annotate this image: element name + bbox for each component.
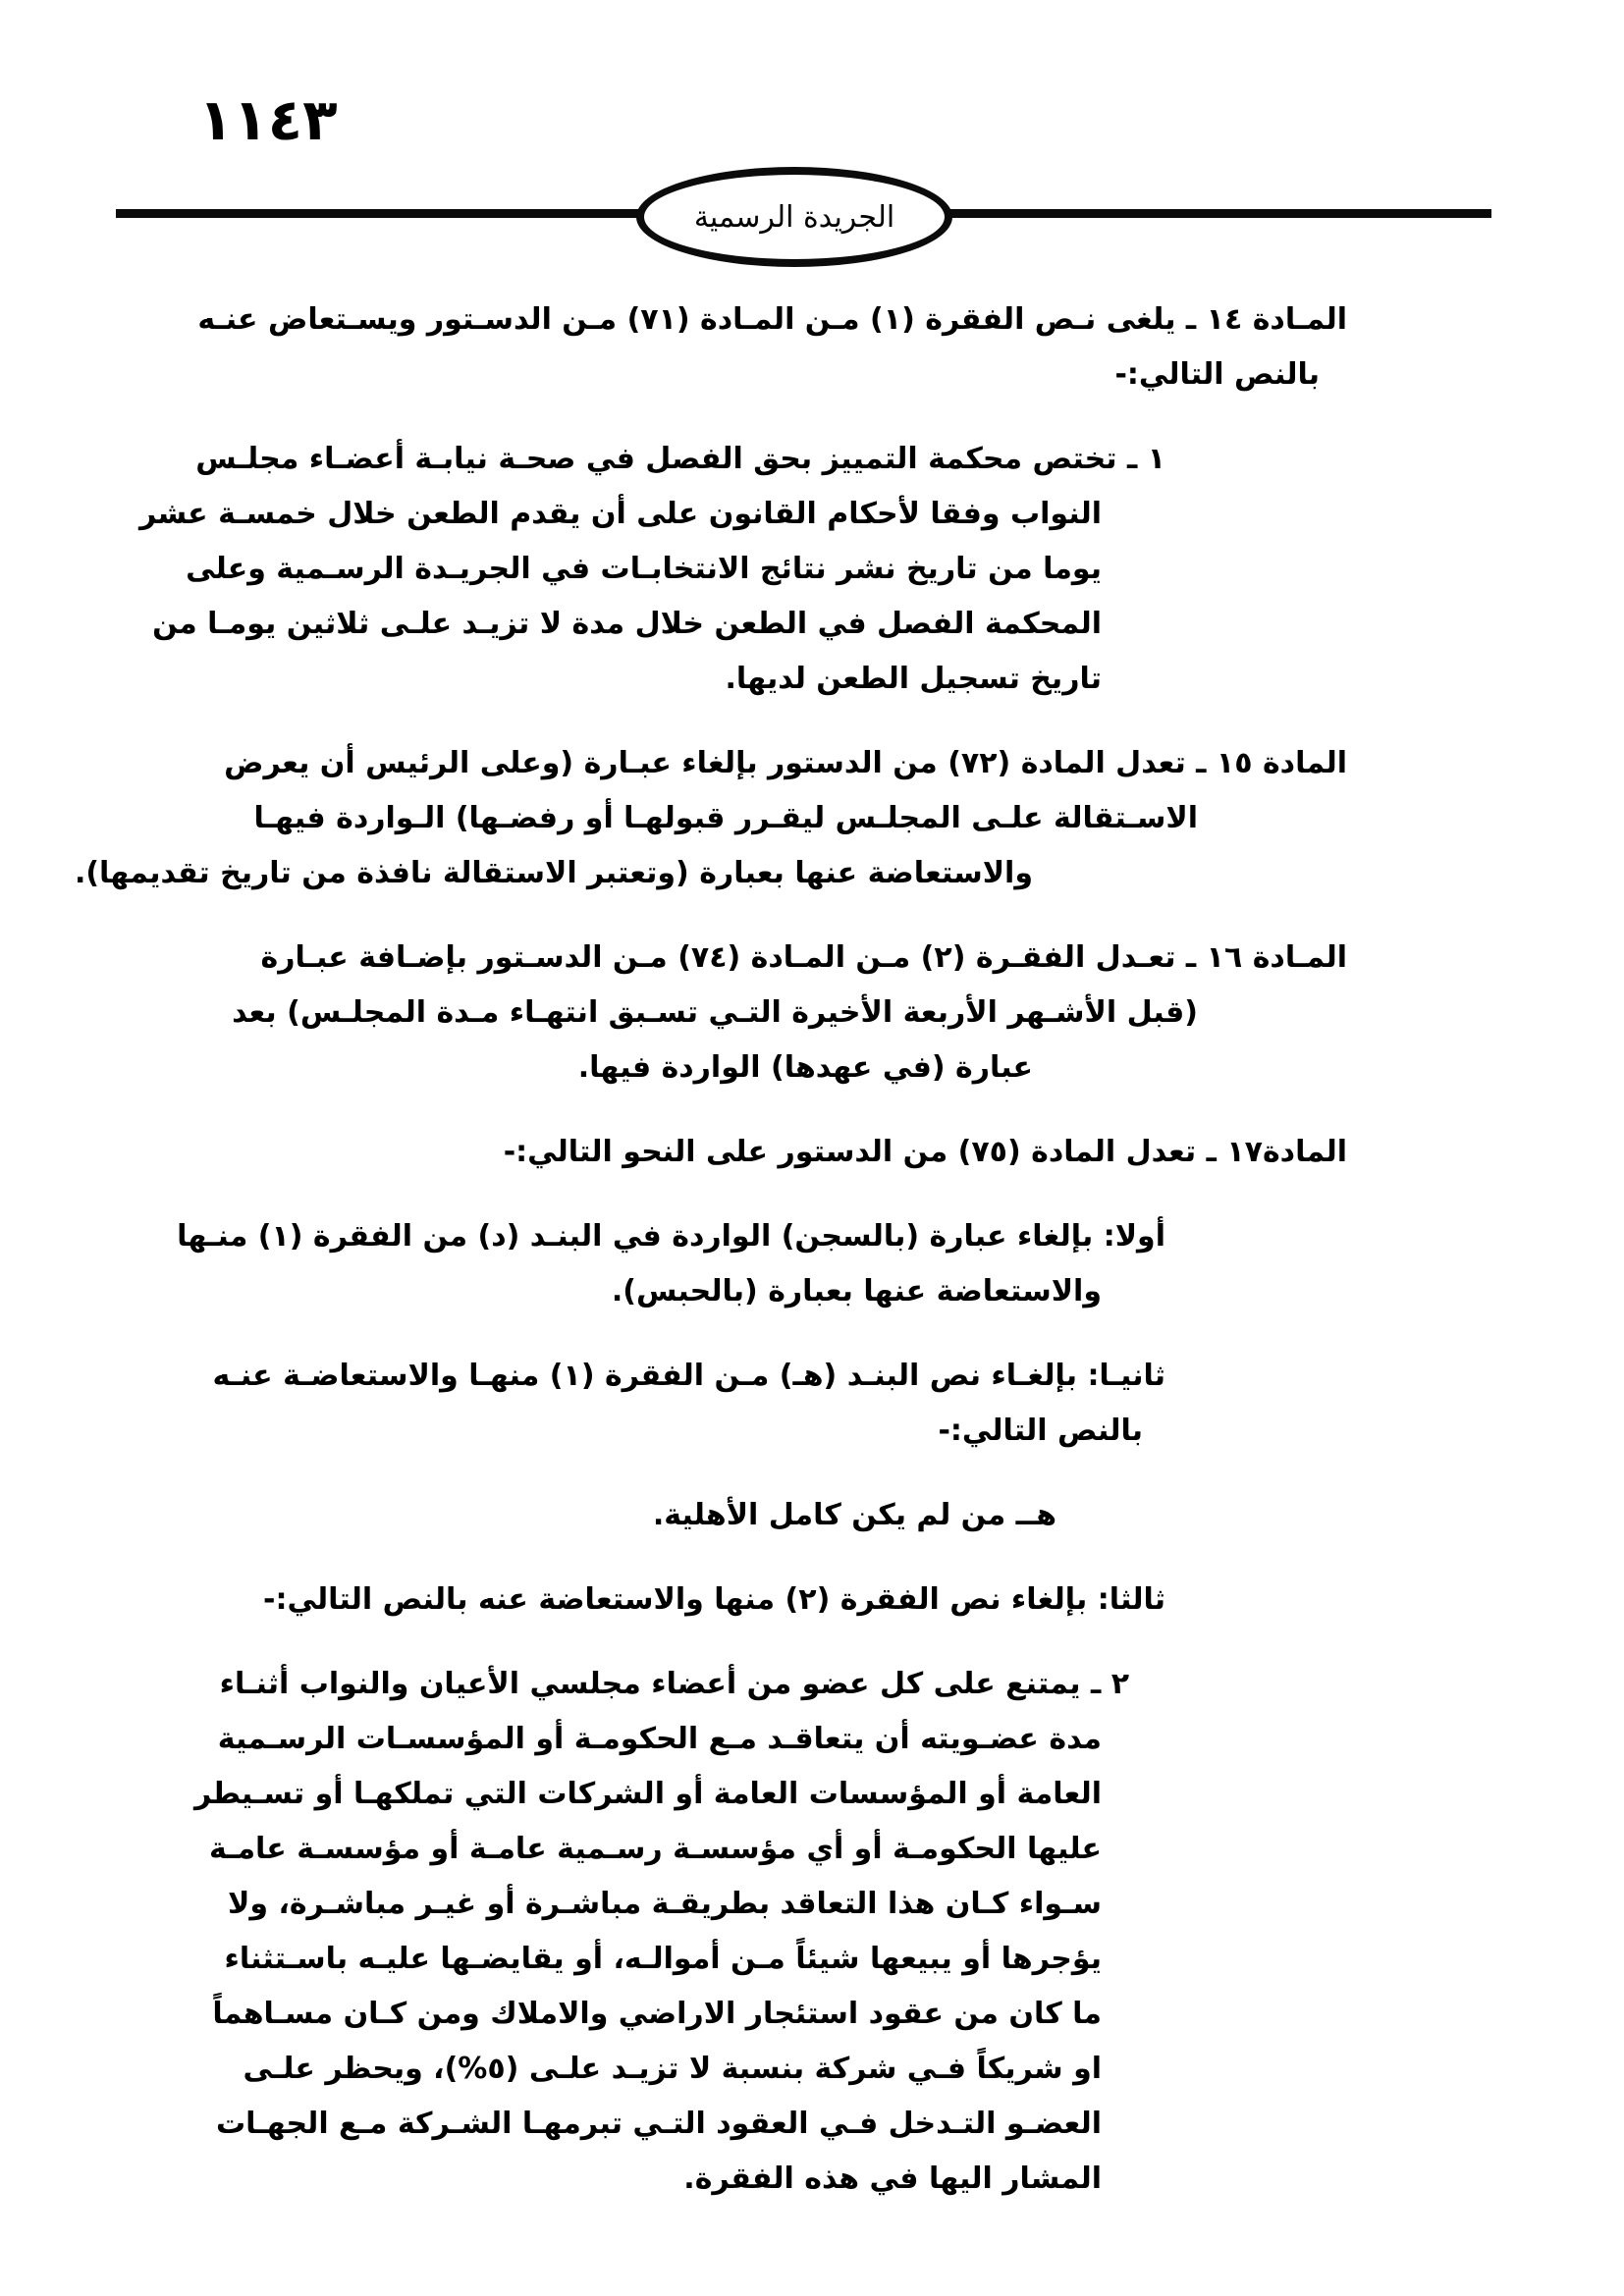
text-line: مدة عضـويته أن يتعاقـد مـع الحكومـة أو المؤسسـات الرسـمية [217,1722,1102,1756]
page-number: ١١٤٣ [198,86,338,153]
text-line: يوما من تاريخ نشر نتائج الانتخابـات في الجريـدة الرسـمية وعلى [186,552,1102,586]
clause-first [177,1209,1347,1319]
item-1 [138,432,1347,707]
text-line: أولا: بإلغاء عبارة (بالسجن) الواردة في البنـد (د) من الفقرة (١) منـها [177,1219,1165,1254]
article-14 [196,293,1347,402]
text-line: الاسـتقالة علـى المجلـس ليقـرر قبولهـا أو رفضـها) الـواردة فيهـا [253,801,1198,835]
text-line: ما كان من عقود استئجار الاراضي والاملاك ومن كـان مسـاهماً [212,1997,1102,2031]
text-line: العضـو التـدخل فـي العقود التـي تبرمهـا الشـركة مـع الجهـات [215,2107,1102,2141]
text-line: عليها الحكومـة أو أي مؤسسـة رسـمية عامـة أو مؤسسـة عامـة [209,1832,1102,1866]
text-line: ١ ـ تختص محكمة التمييز بحق الفصل في صحـة نيابـة أعضـاء مجلـس [195,442,1165,476]
text-line: ثانيـا: بإلغـاء نص البنـد (هـ) مـن الفقرة (١) منهـا والاستعاضـة عنـه [212,1359,1165,1393]
article-15 [74,736,1347,901]
item-2 [193,1657,1347,2207]
text-line: المادة ١٥ ـ تعدل المادة (٧٢) من الدستور بإلغاء عبـارة (وعلى الرئيس أن يعرض [224,746,1347,780]
text-line: النواب وفقا لأحكام القانون على أن يقدم الطعن خلال خمسـة عشر [138,497,1102,531]
text-line: ٢ ـ يمتنع على كل عضو من أعضاء مجلسي الأعيان والنواب أثنـاء [219,1667,1129,1701]
clause-e [196,1488,1347,1543]
gazette-title-ellipse [636,167,952,267]
text-line: العامة أو المؤسسات العامة أو الشركات التي تملكهـا أو تسـيطر [193,1777,1102,1811]
article-16 [196,931,1347,1095]
text-line: عبارة (في عهدها) الواردة فيها. [577,1050,1033,1085]
text-line: (قبل الأشـهر الأربعة الأخيرة التـي تسـبق انتهـاء مـدة المجلـس) بعد [232,995,1198,1030]
clause-third [196,1573,1347,1628]
text-line: سـواء كـان هذا التعاقد بطريقـة مباشـرة أو غيـر مباشـرة، ولا [228,1887,1102,1921]
text-line: المشار اليها في هذه الفقرة. [683,2162,1102,2196]
article-17 [196,1125,1347,1180]
text-line: المـادة ١٦ ـ تعـدل الفقـرة (٢) مـن المـادة (٧٤) مـن الدسـتور بإضـافة عبـارة [260,940,1347,975]
text-line: المادة١٧ ـ تعدل المادة (٧٥) من الدستور على النحو التالي:- [503,1135,1347,1169]
text-line: والاستعاضة عنها بعبارة (وتعتبر الاستقالة نافذة من تاريخ تقديمها). [74,856,1033,890]
text-line: او شريكاً فـي شركة بنسبة لا تزيـد علـى (٥%)، ويحظر علـى [243,2052,1102,2086]
text-line: ثالثا: بإلغاء نص الفقرة (٢) منها والاستعاضة عنه بالنص التالي:- [263,1582,1165,1617]
text-line: والاستعاضة عنها بعبارة (بالحبس). [611,1274,1102,1308]
text-line: يؤجرها أو يبيعها شيئاً مـن أموالـه، أو يقايضـها عليـه باسـتثناء [224,1942,1102,1976]
clause-second [196,1349,1347,1459]
text-line: بالنص التالي:- [1114,357,1320,392]
text-line: تاريخ تسجيل الطعن لديها. [725,662,1102,696]
text-line: هــ من لم يكن كامل الأهلية. [652,1498,1056,1532]
text-line: المـادة ١٤ ـ يلغى نـص الفقرة (١) مـن المـادة (٧١) مـن الدسـتور ويسـتعاض عنـه [197,302,1347,337]
gazette-title: الجريدة الرسمية [693,199,895,235]
text-line: بالنص التالي:- [938,1414,1143,1448]
text-line: المحكمة الفصل في الطعن خلال مدة لا تزيـد علـى ثلاثين يومـا من [152,607,1102,641]
document-body [74,293,1347,2236]
